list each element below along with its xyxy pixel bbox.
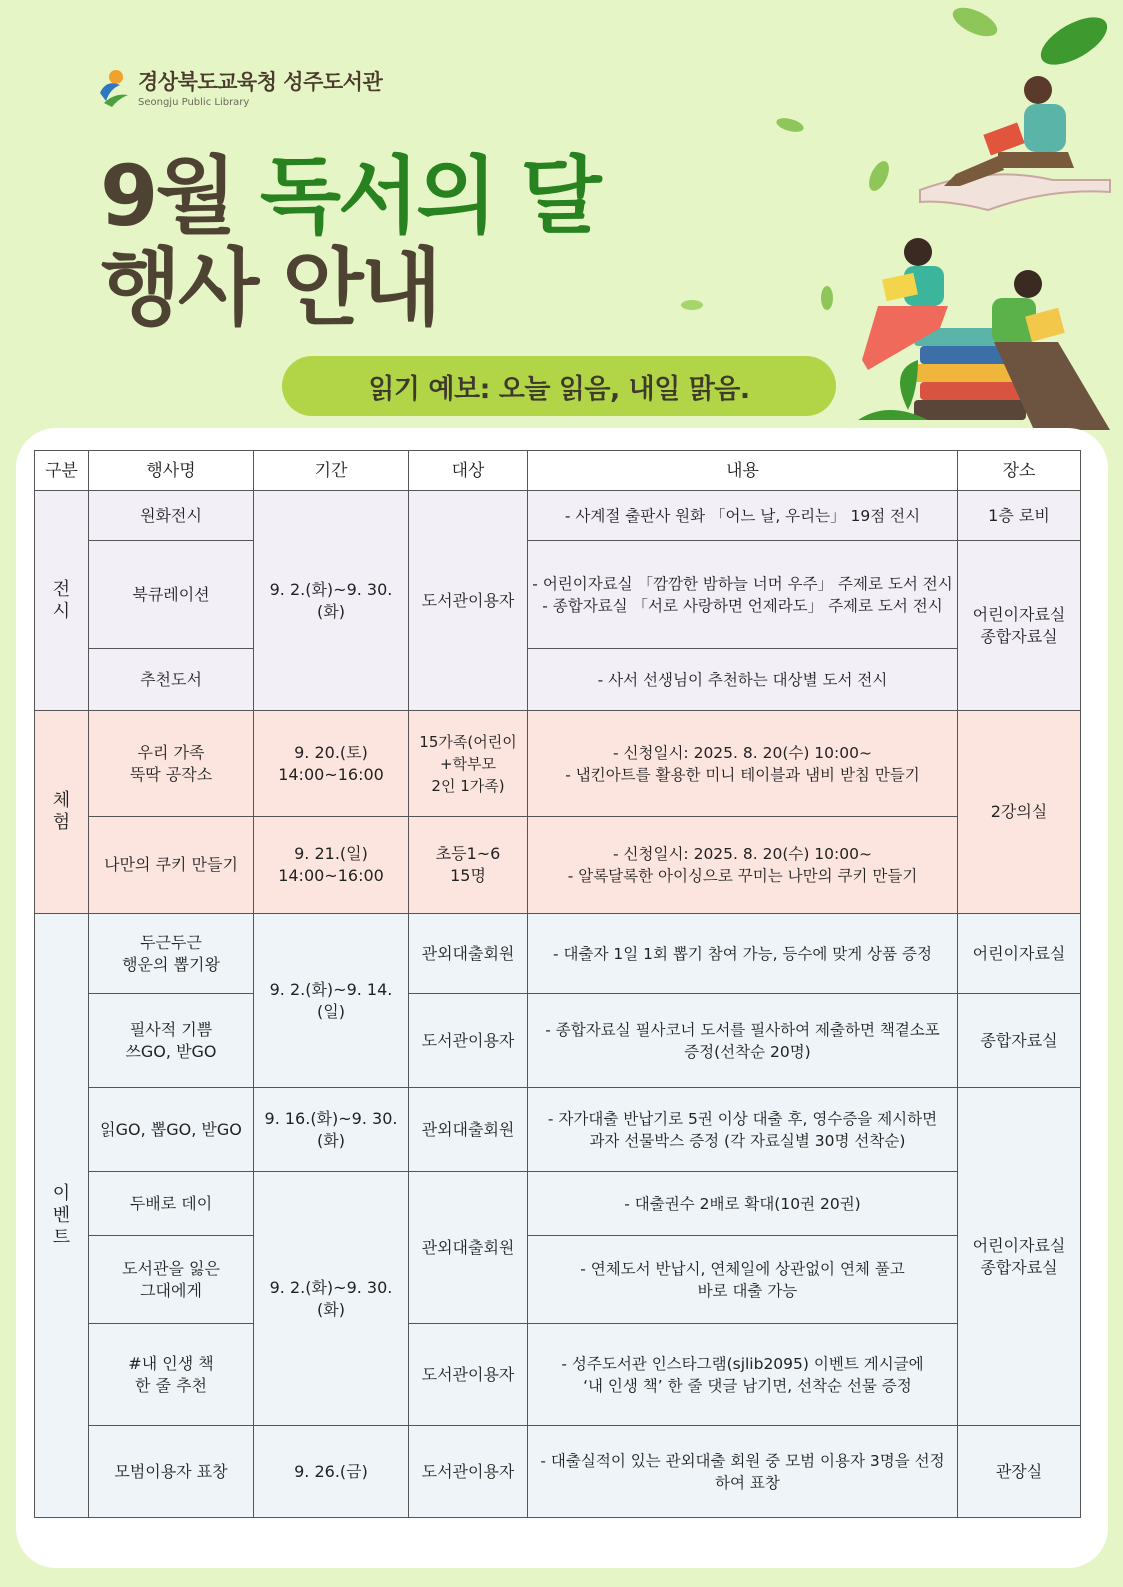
event-target: 도서관이용자 <box>409 994 528 1088</box>
title-highlight: 독서의 달 <box>259 147 599 245</box>
event-content: - 신청일시: 2025. 8. 20(수) 10:00~ - 냅킨아트를 활용한 미니 테이블과 냄비 받침 만들기 <box>528 711 958 817</box>
table-header-row <box>35 451 1081 491</box>
event-content: - 사서 선생님이 추천하는 대상별 도서 전시 <box>528 649 958 711</box>
event-period: 9. 2.(화)~9. 30.(화) <box>254 1172 409 1426</box>
event-period: 9. 16.(화)~9. 30.(화) <box>254 1088 409 1172</box>
event-target: 15가족(어린이 +학부모 2인 1가족) <box>409 711 528 817</box>
event-name: 추천도서 <box>89 649 254 711</box>
event-place: 2강의실 <box>958 711 1081 914</box>
event-target: 도서관이용자 <box>409 491 528 711</box>
library-name: 경상북도교육청 성주도서관 <box>138 70 383 94</box>
event-target: 관외대출회원 <box>409 1088 528 1172</box>
category-event: 이 벤 트 <box>35 914 89 1518</box>
header-place: 장소 <box>958 451 1081 491</box>
table-row <box>35 1426 1081 1518</box>
event-content: - 사계절 출판사 원화 「어느 날, 우리는」 19점 전시 <box>528 491 958 541</box>
event-content: - 어린이자료실 「깜깜한 밤하늘 너머 우주」 주제로 도서 전시 - 종합자료실 「서로 사랑하면 언제라도」 주제로 도서 전시 <box>528 541 958 649</box>
table-row <box>35 1236 1081 1324</box>
header-content: 내용 <box>528 451 958 491</box>
event-name: 북큐레이션 <box>89 541 254 649</box>
event-name: 필사적 기쁨 쓰GO, 받GO <box>89 994 254 1088</box>
table-row <box>35 817 1081 914</box>
event-content: - 종합자료실 필사코너 도서를 필사하여 제출하면 책곁소포 증정(선착순 20명) <box>528 994 958 1088</box>
event-period: 9. 2.(화)~9. 30.(화) <box>254 491 409 711</box>
library-logo <box>96 66 382 108</box>
event-place: 1층 로비 <box>958 491 1081 541</box>
leaf-icon <box>1036 14 1112 68</box>
table-row <box>35 1324 1081 1426</box>
event-content: - 자가대출 반납기로 5권 이상 대출 후, 영수증을 제시하면 과자 선물박스 증정 (각 자료실별 30명 선착순) <box>528 1088 958 1172</box>
event-period: 9. 21.(일) 14:00~16:00 <box>254 817 409 914</box>
event-name: 원화전시 <box>89 491 254 541</box>
event-name: #내 인생 책 한 줄 추천 <box>89 1324 254 1426</box>
event-place: 어린이자료실 종합자료실 <box>958 1088 1081 1426</box>
event-content: - 연체도서 반납시, 연체일에 상관없이 연체 풀고 바로 대출 가능 <box>528 1236 958 1324</box>
reading-people-illustration <box>848 70 1118 430</box>
leaf-icon <box>680 298 704 312</box>
event-target: 관외대출회원 <box>409 1172 528 1324</box>
table-row <box>35 541 1081 649</box>
leaf-icon <box>818 284 836 312</box>
table-row <box>35 491 1081 541</box>
title-line2: 행사 안내 <box>100 239 439 337</box>
header-category: 구분 <box>35 451 89 491</box>
event-content: - 신청일시: 2025. 8. 20(수) 10:00~ - 알록달록한 아이싱으로 꾸미는 나만의 쿠키 만들기 <box>528 817 958 914</box>
table-row <box>35 711 1081 817</box>
event-name: 읽GO, 뽑GO, 받GO <box>89 1088 254 1172</box>
event-content: - 대출실적이 있는 관외대출 회원 중 모범 이용자 3명을 선정 하여 표창 <box>528 1426 958 1518</box>
event-period: 9. 2.(화)~9. 14.(일) <box>254 914 409 1088</box>
event-name: 도서관을 잃은 그대에게 <box>89 1236 254 1324</box>
table-row <box>35 1172 1081 1236</box>
event-table <box>34 450 1081 1518</box>
event-period: 9. 26.(금) <box>254 1426 409 1518</box>
leaf-icon <box>775 116 805 134</box>
slogan-banner: 읽기 예보: 오늘 읽음, 내일 맑음. <box>282 356 836 416</box>
event-name: 두근두근 행운의 뽑기왕 <box>89 914 254 994</box>
event-place: 어린이자료실 종합자료실 <box>958 541 1081 711</box>
header-period: 기간 <box>254 451 409 491</box>
event-target: 도서관이용자 <box>409 1324 528 1426</box>
table-row <box>35 1088 1081 1172</box>
library-name-en: Seongju Public Library <box>138 97 250 108</box>
event-content: - 성주도서관 인스타그램(sjlib2095) 이벤트 게시글에 ‘내 인생 책’ 한 줄 댓글 남기면, 선착순 선물 증정 <box>528 1324 958 1426</box>
event-place: 종합자료실 <box>958 994 1081 1088</box>
event-content: - 대출권수 2배로 확대(10권 20권) <box>528 1172 958 1236</box>
event-target: 초등1~6 15명 <box>409 817 528 914</box>
event-name: 두배로 데이 <box>89 1172 254 1236</box>
event-name: 우리 가족 뚝딱 공작소 <box>89 711 254 817</box>
event-place: 관장실 <box>958 1426 1081 1518</box>
table-row <box>35 649 1081 711</box>
category-exhibit: 전 시 <box>35 491 89 711</box>
event-name: 모범이용자 표창 <box>89 1426 254 1518</box>
event-place: 어린이자료실 <box>958 914 1081 994</box>
event-target: 관외대출회원 <box>409 914 528 994</box>
page-title <box>100 147 599 337</box>
category-experience: 체 험 <box>35 711 89 914</box>
title-month: 9월 <box>100 147 234 245</box>
library-logo-icon <box>96 67 130 107</box>
event-period: 9. 20.(토) 14:00~16:00 <box>254 711 409 817</box>
header-target: 대상 <box>409 451 528 491</box>
event-content: - 대출자 1일 1회 뽑기 참여 가능, 등수에 맞게 상품 증정 <box>528 914 958 994</box>
event-target: 도서관이용자 <box>409 1426 528 1518</box>
table-row <box>35 914 1081 994</box>
header-name: 행사명 <box>89 451 254 491</box>
table-row <box>35 994 1081 1088</box>
leaf-icon <box>950 4 1000 40</box>
event-name: 나만의 쿠키 만들기 <box>89 817 254 914</box>
